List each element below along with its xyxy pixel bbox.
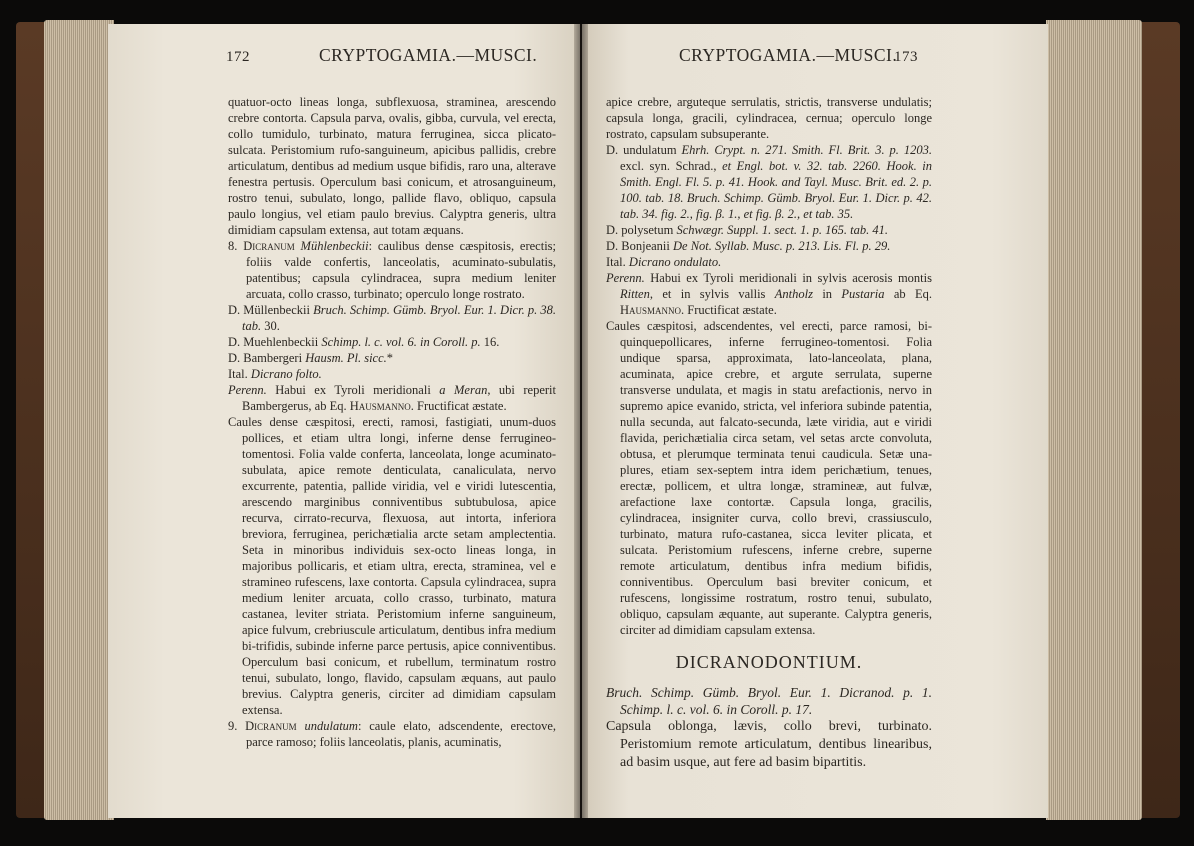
synonym-ref: D. polysetum Schwægr. Suppl. 1. sect. 1. p. 165. tab. 41. xyxy=(606,223,888,237)
page-edges-right xyxy=(1046,20,1142,820)
species-diagnosis: : caule elato, adscendente, erectove, parce ramoso; foliis lanceolatis, planis, acuminatis, xyxy=(246,719,556,749)
genus-reference: Bruch. Schimp. Gümb. Bryol. Eur. 1. Dicranod. p. 1. Schimp. l. c. vol. 6. in Coroll. p. 17. xyxy=(606,685,932,717)
synonym-ref: D. Bonjeanii De Not. Syllab. Musc. p. 213. Lis. Fl. p. 29. xyxy=(606,239,891,253)
species-number: 8. xyxy=(228,239,238,253)
left-page-number: 172 xyxy=(226,49,250,65)
synonym-ref: D. Bambergeri Hausm. Pl. sicc.* xyxy=(228,351,394,365)
species-entry-8 xyxy=(228,238,556,302)
habitat-note: Perenn. Habui ex Tyroli meridionali in sylvis acerosis montis Ritten, et in sylvis vallis Antholz in Pustaria ab Eq. Hausmanno. Fructificat æstate. xyxy=(606,271,932,317)
page-edges-left xyxy=(44,20,114,820)
species-number: 9. xyxy=(228,719,238,733)
left-running-head xyxy=(121,45,538,75)
right-running-head xyxy=(620,45,980,75)
italian-name: Ital. Dicrano ondulato. xyxy=(606,255,722,269)
right-continuation-paragraph: apice crebre, arguteque serrulatis, strictis, transverse undulatis; capsula longa, gracili, cylindracea, cernua; operculo longe rostrato, capsulam subsuperante. xyxy=(606,95,932,141)
left-running-title: CRYPTOGAMIA.—MUSCI. xyxy=(319,45,538,65)
genus-section-title: DICRANODONTIUM. xyxy=(675,652,863,672)
genus-description: Capsula oblonga, lævis, collo brevi, turbinato. Peristomium remote articulatum, dentibus linearibus, ad basim usque, aut fere ad basim bipartitis. xyxy=(606,719,932,770)
species-genus: Dicranum xyxy=(243,239,295,253)
habitat-note: Perenn. Habui ex Tyroli meridionali a Meran, ubi reperit Bambergerus, ab Eq. Hausmanno. Fructificat æstate. xyxy=(228,383,556,413)
book-gutter xyxy=(574,24,588,818)
species-epithet: undulatum xyxy=(304,719,358,733)
right-page-number: 173 xyxy=(894,49,918,65)
right-running-title: CRYPTOGAMIA.—MUSCI. xyxy=(679,45,898,65)
italian-name: Ital. Dicrano folto. xyxy=(228,367,322,381)
species-genus: Dicranum xyxy=(245,719,297,733)
left-text-column xyxy=(228,94,556,750)
synonym-ref: D. Muehlenbeckii Schimp. l. c. vol. 6. in Coroll. p. 16. xyxy=(228,335,500,349)
species-description: Caules cæspitosi, adscendentes, vel erecti, parce ramosi, bi-quinquepollicares, inferne ferrugineo-tomentosi. Folia undique sparsa, approximata, lato-lanceolata, plana, acuminata, apice crebre, et argute serrulata, superne transverse undulata, et magis in statu arefactionis, nervo in supremo apice evanido, stricta, vel inferiora subinde patentia, nulla secunda, aut falcato-secunda, læte viridia, aut e viridi flavida, perichætialia circa setam, vel setas arcte convoluta, obtusa, et plerumque terminata tenui caudicula. Setæ una-plures, etiam sex-septem intra idem perichætium, tenues, erectæ, pollicem, et ultra longæ, stramineæ, aut fulvæ, arefactione laxe contortæ. Capsula longa, gracilis, cylindracea, insigniter curva, collo brevi, crassiusculo, turbinato, matura rufo-castanea, sicca leviter plicata, et sulcata. Peristomium rufescens, inferne crebre, superne remote articulatum, dentibus infra medium bifidis, conniventibus. Operculum basi breviter conicum, et rufescens, longissime rostratum, rostro tenui, subulato, obliquo, capsulam æquante, aut superante. Calyptra generis, circiter ad dimidiam capsulam extensa. xyxy=(606,319,932,637)
species-epithet: Mühlenbeckii xyxy=(300,239,369,253)
synonym-ref: D. undulatum Ehrh. Crypt. n. 271. Smith. Fl. Brit. 3. p. 1203. excl. syn. Schrad., et Engl. bot. v. 32. tab. 2260. Hook. in Smith. Engl. Fl. 5. p. 41. Hook. and Tayl. Musc. Brit. ed. 2. p. 100. tab. 18. Bruch. Schimp. Gümb. Bryol. Eur. 1. Dicr. p. 42. tab. 34. fig. 2., fig. β. 1., et fig. β. 2., et tab. 35. xyxy=(606,143,932,221)
species-description: Caules dense cæspitosi, erecti, ramosi, fastigiati, unum-duos pollices, et etiam ultra longi, inferne dense ferrugineo-tomentosi. Folia valde conferta, lanceolata, longe acuminato-subulata, apice remote denticulata, canaliculata, nervo excurrente, patentia, pallide viridia, vel e viridi lutescentia, arescendo marginibus conniventibus subtubulosa, apice recurva, cirrato-recurva, flexuosa, aut intorta, inferiora breviora, ferruginea, perichætialia arcte setam amplectentia. Seta in minoribus individuis sex-octo lineas longa, in majoribus pollicaris, et etiam ultra, erecta, straminea, vel e stramineo rufescens, laxe contorta. Capsula cylindracea, supra medium leniter arcuata, collo crasso, turbinato, matura castanea, leviter striata. Peristomium inferne sanguineum, apice fulvum, crebriuscule articulatum, dentibus infra medium bi-trifidis, subinde inferne parce pertusis, apice conniventibus. Operculum basi conicum, et rubellum, terminatum rostro tenui, subulato, longo, flavido, capsulam æquans, aut paulo brevius. Calyptra generis, circiter ad dimidiam capsulam extensa. xyxy=(228,415,556,717)
species-entry-9 xyxy=(228,718,556,750)
left-continuation-paragraph: quatuor-octo lineas longa, subflexuosa, straminea, arescendo crebre contorta. Capsula parva, ovalis, gibba, curvula, vel erecta, collo tumidulo, turbinato, matura ferruginea, sicca plicato-sulcata. Peristomium rufo-sanguineum, apicibus pallidis, crebre articulatum, dentibus ad medium usque bifidis, raro una, alterave fenestra pertusis. Operculum basi conicum, et atrosanguineum, rostro tenui, subulato, longo, pallide flavo, obliquo, capsula paulo longius, vel etiam paulo brevius. Calyptra generis, ultra dimidiam capsulam extensa, aut totam æquans. xyxy=(228,95,556,237)
species-diagnosis: : caulibus dense cæspitosis, erectis; foliis valde confertis, lanceolatis, acuminato-subulatis, patentibus; capsula cylindracea, supra medium leniter arcuata, collo crasso, turbinato; operculo longe rostrato. xyxy=(246,239,557,301)
right-text-column xyxy=(606,94,932,772)
synonym-ref: D. Müllenbeckii Bruch. Schimp. Gümb. Bryol. Eur. 1. Dicr. p. 38. tab. 30. xyxy=(228,303,556,333)
